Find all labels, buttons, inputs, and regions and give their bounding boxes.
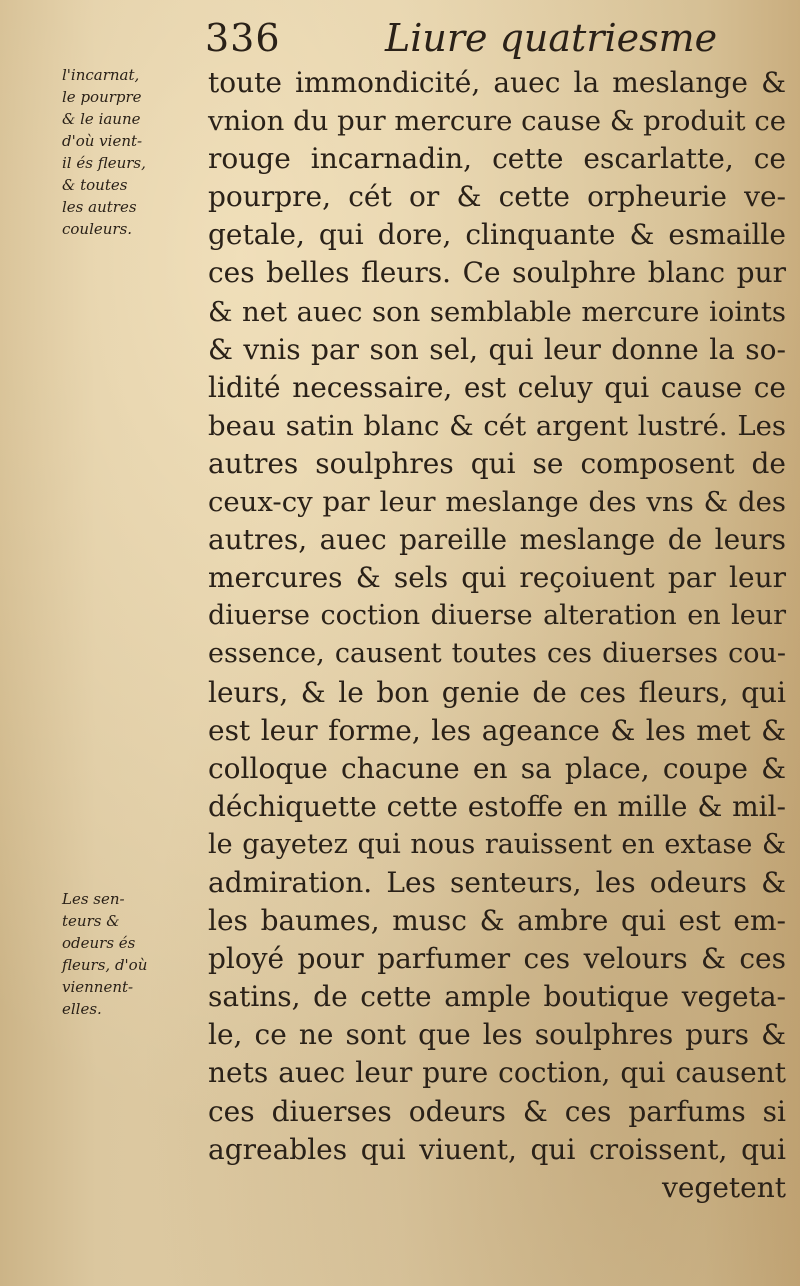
text-line: & net auec son semblable mercure ioints [208,295,786,328]
margin-note-line: couleurs. [62,220,133,238]
margin-note-line: odeurs és [62,934,136,952]
text-line: nets auec leur pure coction, qui causent [208,1056,786,1090]
margin-note-line: Les sen- [62,890,125,908]
margin-note-line: fleurs, d'où [62,956,148,974]
margin-note-line: les autres [62,198,137,216]
margin-note-line: d'où vient- [62,132,143,150]
body-text [208,64,786,1207]
page-header [205,16,765,60]
text-line: rouge incarnadin, cette escarlatte, ce [208,142,786,176]
text-line: agreables qui viuent, qui croissent, qui [208,1132,786,1166]
running-title: Liure quatriesme [385,16,718,60]
text-line: colloque chacune en sa place, coupe & [208,751,786,785]
margin-note-line: & toutes [62,176,128,194]
margin-note-line: teurs & [62,912,120,930]
text-line: pourpre, cét or & cette orpheurie ve- [208,180,786,214]
text-line: mercures & sels qui reçoiuent par leur [208,561,786,595]
margin-note-line: il és fleurs, [62,154,146,172]
text-line: beau satin blanc & cét argent lustré. Les [208,409,786,442]
margin-note-line: & le iaune [62,110,141,128]
text-line: est leur forme, les ageance & les met & [208,713,786,747]
text-line: le, ce ne sont que les soulphres purs & [208,1018,786,1052]
text-line: toute immondicité, auec la meslange & [208,66,786,99]
text-line: lidité necessaire, est celuy qui cause ce [208,370,786,404]
catchword: vegetent [662,1170,786,1204]
text-line: autres soulphres qui se composent de [208,446,786,480]
text-line: leurs, & le bon genie de ces fleurs, qui [208,675,786,709]
text-line: vnion du pur mercure cause & produit ce [208,105,786,138]
text-line: autres, auec pareille meslange de leurs [208,523,786,557]
text-line: diuerse coction diuerse alteration en leur [208,600,786,632]
text-line: essence, causent toutes ces diuerses cou- [208,638,786,670]
margin-note-line: l'incarnat, [62,66,140,84]
text-line: déchiquette cette estoffe en mille & mil- [208,789,786,823]
margin-note-scents [62,888,200,1020]
text-line: ployé pour parfumer ces velours & ces [208,942,786,976]
text-line: getale, qui dore, clinquante & esmaille [208,218,786,252]
text-line: ces belles fleurs. Ce soulphre blanc pur [208,256,786,290]
text-line: & vnis par son sel, qui leur donne la so- [208,332,786,366]
text-line: ces diuerses odeurs & ces parfums si [208,1094,786,1128]
text-line: satins, de cette ample boutique vegeta- [208,980,786,1014]
text-line: ceux-cy par leur meslange des vns & des [208,486,786,519]
text-line: le gayetez qui nous rauissent en extase & [208,828,786,860]
margin-note-line: viennent- [62,978,134,996]
page-number: 336 [205,16,281,60]
text-line: admiration. Les senteurs, les odeurs & [208,865,786,899]
margin-note-colors [62,64,200,240]
margin-note-line: le pourpre [62,88,142,106]
margin-note-line: elles. [62,1000,102,1018]
text-line: les baumes, musc & ambre qui est em- [208,904,786,938]
